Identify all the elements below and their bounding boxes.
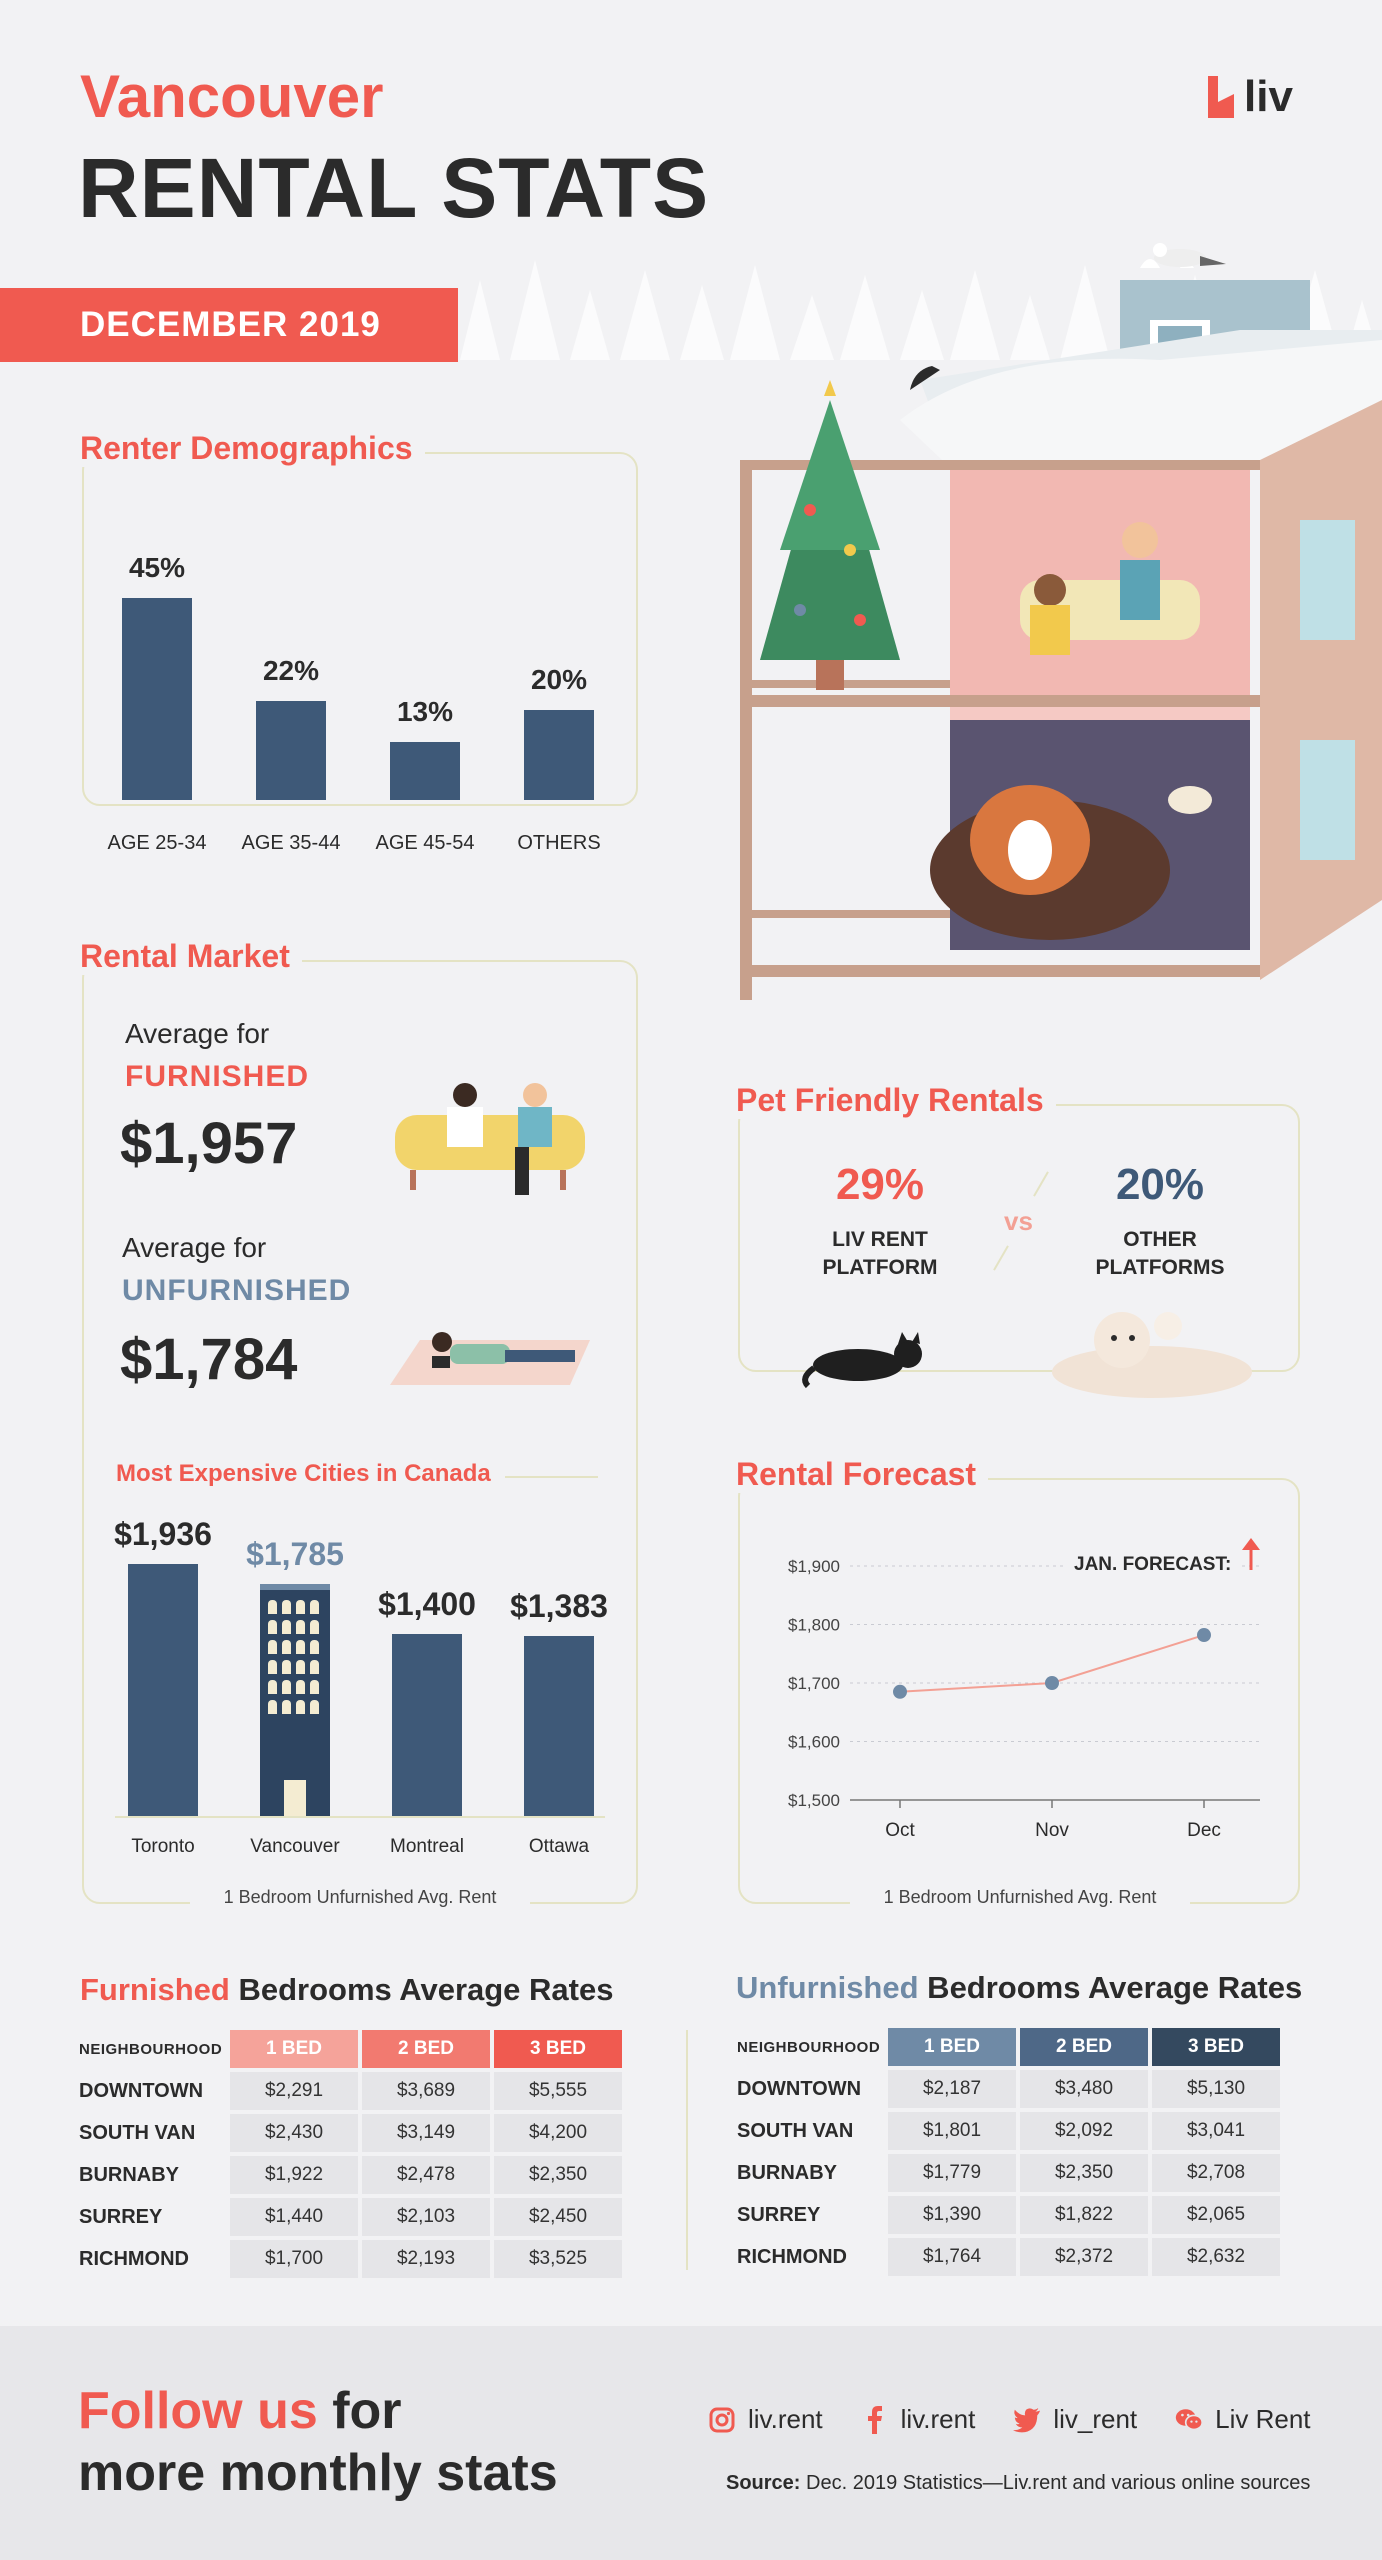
- rate-cell: $3,041: [1152, 2112, 1280, 2150]
- social-link-wechat[interactable]: [1175, 2404, 1310, 2435]
- arrow-up-icon: [1240, 1538, 1262, 1572]
- building-window: [268, 1640, 277, 1654]
- building-door: [284, 1780, 306, 1816]
- unfurnished-table-title-rest: Bedrooms Average Rates: [918, 1970, 1303, 2005]
- building-window: [296, 1700, 305, 1714]
- pets-title: Pet Friendly Rentals: [736, 1082, 1056, 1119]
- rate-cell: $4,200: [494, 2114, 622, 2152]
- rate-cell: $3,480: [1020, 2070, 1148, 2108]
- liv-logo-text: liv: [1244, 72, 1293, 121]
- social-link-label: Liv Rent: [1215, 2404, 1311, 2434]
- forecast-y-tick-label: $1,900: [788, 1557, 840, 1576]
- forecast-y-tick-label: $1,800: [788, 1615, 840, 1635]
- building-window: [296, 1640, 305, 1654]
- rate-cell: $1,390: [888, 2196, 1016, 2234]
- forecast-x-tick-label: Dec: [1187, 1820, 1221, 1841]
- date-banner: DECEMBER 2019: [0, 288, 458, 362]
- rate-cell: $2,350: [1020, 2154, 1148, 2192]
- facebook-icon: [861, 2406, 889, 2434]
- table-row: [78, 2156, 622, 2194]
- demographics-category-label: AGE 35-44: [241, 832, 341, 854]
- rate-cell: $2,708: [1152, 2154, 1280, 2192]
- neighbourhood-name: RICHMOND: [79, 2247, 189, 2270]
- black-cat-illustration: [798, 1330, 948, 1390]
- building-window: [282, 1700, 291, 1714]
- building-window: [282, 1620, 291, 1634]
- couple-on-sofa-illustration: [385, 1075, 595, 1205]
- building-window: [310, 1620, 319, 1634]
- social-link-facebook[interactable]: [861, 2404, 976, 2435]
- neighbourhood-name: SOUTH VAN: [79, 2121, 196, 2144]
- table-row: [78, 2114, 622, 2152]
- rate-cell: $2,092: [1020, 2112, 1148, 2150]
- building-window: [282, 1640, 291, 1654]
- building-window: [268, 1600, 277, 1614]
- furnished-table-title-accent: Furnished: [80, 1972, 230, 2007]
- social-link-label: liv.rent: [748, 2404, 823, 2434]
- building-window: [268, 1700, 277, 1714]
- rate-cell: $1,922: [230, 2156, 358, 2194]
- forecast-y-tick-label: $1,600: [788, 1732, 840, 1752]
- city-category-label: Vancouver: [250, 1836, 340, 1857]
- source-label: Source:: [726, 2472, 801, 2494]
- building-window: [282, 1660, 291, 1674]
- furnished-table-title: [80, 1972, 613, 2008]
- rate-cell: $5,555: [494, 2072, 622, 2110]
- forecast-y-tick-label: $1,700: [788, 1674, 840, 1693]
- social-link-label: liv_rent: [1053, 2404, 1138, 2434]
- source-line: [726, 2472, 1310, 2495]
- cities-baseline: [115, 1816, 605, 1818]
- neighbourhood-name: DOWNTOWN: [79, 2079, 204, 2102]
- neighbourhood-name: RICHMOND: [737, 2245, 847, 2268]
- city-bar-label: $1,936: [114, 1516, 212, 1553]
- unfurnished-table-title-accent: Unfurnished: [736, 1970, 919, 2005]
- building-window: [310, 1700, 319, 1714]
- bed-column-header: 3 BED: [1152, 2028, 1280, 2066]
- pets-right-value: 20%: [1115, 1160, 1205, 1209]
- table-row: [736, 2112, 1280, 2150]
- building-window: [268, 1680, 277, 1694]
- demographics-bar: [390, 742, 460, 801]
- forecast-y-tick-label: $1,500: [788, 1791, 840, 1810]
- neighbourhood-name: SURREY: [737, 2203, 821, 2226]
- rate-cell: $1,801: [888, 2112, 1016, 2150]
- demographics-bar: [122, 598, 192, 801]
- forecast-chart: [760, 1530, 1280, 1850]
- rate-cell: $2,430: [230, 2114, 358, 2152]
- building-window: [310, 1660, 319, 1674]
- wechat-icon: [1175, 2406, 1203, 2434]
- liv-logo[interactable]: [1208, 72, 1293, 122]
- page-title: RENTAL STATS: [78, 141, 710, 235]
- pets-vs: vs: [1004, 1206, 1033, 1236]
- source-text: Dec. 2019 Statistics—Liv.rent and various online sources: [800, 2472, 1311, 2494]
- rate-cell: $2,065: [1152, 2196, 1280, 2234]
- furnished-table-title-rest: Bedrooms Average Rates: [229, 1972, 614, 2007]
- table-row: [736, 2070, 1280, 2108]
- cities-title: Most Expensive Cities in Canada: [116, 1460, 505, 1488]
- city-category-label: Ottawa: [528, 1836, 590, 1857]
- forecast-x-tick-label: Oct: [885, 1820, 915, 1841]
- building-windows: [268, 1600, 319, 1714]
- forecast-point: [893, 1685, 907, 1699]
- table-row: [736, 2238, 1280, 2276]
- forecast-x-tick-label: Nov: [1035, 1820, 1069, 1841]
- pets-left-label-2: PLATFORM: [822, 1256, 938, 1279]
- instagram-icon: [708, 2406, 736, 2434]
- follow-rest: for: [317, 2382, 402, 2440]
- table-row: [78, 2240, 622, 2278]
- white-dogs-illustration: [1052, 1304, 1262, 1404]
- demographics-bar-label: 45%: [128, 551, 186, 583]
- rate-cell: $2,372: [1020, 2238, 1148, 2276]
- building-window: [310, 1600, 319, 1614]
- demographics-category-label: AGE 45-54: [375, 832, 475, 854]
- rate-cell: $5,130: [1152, 2070, 1280, 2108]
- social-link-twitter[interactable]: [1013, 2404, 1137, 2435]
- table-row: [736, 2196, 1280, 2234]
- forecast-note: 1 Bedroom Unfurnished Avg. Rent: [850, 1887, 1190, 1908]
- social-links: [708, 2404, 1311, 2435]
- pets-left-label-1: LIV RENT: [832, 1228, 928, 1251]
- demographics-bar-label: 13%: [396, 695, 454, 727]
- bed-column-header: 2 BED: [362, 2030, 490, 2068]
- unfurnished-price: $1,784: [120, 1327, 298, 1392]
- city-bar: [128, 1564, 198, 1816]
- demographics-chart: [82, 480, 634, 860]
- city-bar-label: $1,785: [246, 1535, 344, 1572]
- unfurnished-table-title: [736, 1970, 1302, 2006]
- building-window: [296, 1620, 305, 1634]
- furnished-label: Average for: [125, 1018, 270, 1049]
- rate-cell: $2,350: [494, 2156, 622, 2194]
- title-city: Vancouver: [80, 63, 384, 130]
- building-window: [296, 1680, 305, 1694]
- rate-cell: $2,450: [494, 2198, 622, 2236]
- rate-cell: $1,764: [888, 2238, 1016, 2276]
- demographics-title: Renter Demographics: [80, 430, 425, 467]
- city-category-label: Toronto: [131, 1836, 195, 1857]
- city-bar-label: $1,400: [378, 1586, 476, 1622]
- neighbourhood-name: DOWNTOWN: [737, 2077, 862, 2100]
- table-header-row: [78, 2030, 622, 2068]
- city-category-label: Montreal: [390, 1836, 464, 1857]
- cities-chart: [100, 1510, 620, 1880]
- cities-note: 1 Bedroom Unfurnished Avg. Rent: [190, 1887, 530, 1908]
- rate-cell: $3,689: [362, 2072, 490, 2110]
- follow-us-text: [78, 2380, 558, 2504]
- rental-market-title: Rental Market: [80, 938, 302, 975]
- tables-divider: [686, 2030, 688, 2270]
- building-window: [296, 1660, 305, 1674]
- building-window: [282, 1600, 291, 1614]
- demographics-bar-label: 22%: [262, 655, 320, 686]
- neighbourhood-header: NEIGHBOURHOOD: [737, 2038, 881, 2056]
- bed-column-header: 1 BED: [888, 2028, 1016, 2066]
- rate-cell: $3,525: [494, 2240, 622, 2278]
- pets-right-label-2: PLATFORMS: [1095, 1256, 1225, 1279]
- rate-cell: $1,700: [230, 2240, 358, 2278]
- building-window: [282, 1680, 291, 1694]
- building-window: [310, 1680, 319, 1694]
- demographics-bar: [524, 710, 594, 800]
- liv-logo-icon: [1208, 76, 1238, 118]
- bed-column-header: 1 BED: [230, 2030, 358, 2068]
- table-row: [736, 2154, 1280, 2192]
- pets-left-value: 29%: [835, 1160, 925, 1209]
- forecast-point: [1045, 1676, 1059, 1690]
- social-link-label: liv.rent: [900, 2404, 976, 2434]
- demographics-bar-label: 20%: [530, 664, 588, 695]
- house-illustration: [720, 220, 1382, 1000]
- follow-line-2: more monthly stats: [78, 2444, 558, 2502]
- rate-cell: $1,779: [888, 2154, 1016, 2192]
- furnished-rates-table: [74, 2026, 626, 2282]
- building-window: [268, 1620, 277, 1634]
- social-link-instagram[interactable]: [708, 2404, 823, 2435]
- demographics-category-label: OTHERS: [517, 832, 601, 854]
- building-window: [268, 1660, 277, 1674]
- follow-accent: Follow us: [78, 2382, 318, 2440]
- city-bar: [392, 1634, 462, 1816]
- table-row: [78, 2072, 622, 2110]
- neighbourhood-name: SOUTH VAN: [737, 2119, 854, 2142]
- demographics-bar: [256, 701, 326, 800]
- rate-cell: $2,291: [230, 2072, 358, 2110]
- jan-forecast-label: JAN. FORECAST:: [1066, 1554, 1239, 1576]
- rate-cell: $2,187: [888, 2070, 1016, 2108]
- city-bar-label: $1,383: [510, 1588, 608, 1625]
- twitter-icon: [1013, 2406, 1041, 2434]
- forecast-title: Rental Forecast: [736, 1456, 988, 1493]
- demographics-category-label: AGE 25-34: [107, 832, 207, 854]
- rate-cell: $3,149: [362, 2114, 490, 2152]
- building-window: [296, 1600, 305, 1614]
- neighbourhood-name: BURNABY: [737, 2161, 837, 2184]
- bed-column-header: 2 BED: [1020, 2028, 1148, 2066]
- rate-cell: $1,822: [1020, 2196, 1148, 2234]
- pets-right-label-1: OTHER: [1123, 1228, 1197, 1251]
- rate-cell: $2,632: [1152, 2238, 1280, 2276]
- city-bar: [524, 1636, 594, 1816]
- rate-cell: $2,193: [362, 2240, 490, 2278]
- neighbourhood-name: BURNABY: [79, 2163, 179, 2186]
- unfurnished-kind: UNFURNISHED: [122, 1274, 352, 1307]
- rate-cell: $2,103: [362, 2198, 490, 2236]
- building-window: [310, 1640, 319, 1654]
- rate-cell: $1,440: [230, 2198, 358, 2236]
- neighbourhood-header: NEIGHBOURHOOD: [79, 2040, 223, 2058]
- unfurnished-rates-table: [732, 2024, 1284, 2280]
- forecast-point: [1197, 1628, 1211, 1642]
- table-row: [78, 2198, 622, 2236]
- vancouver-building-bar: [260, 1584, 330, 1816]
- furnished-kind: FURNISHED: [125, 1060, 310, 1093]
- furnished-price: $1,957: [120, 1111, 298, 1176]
- rate-cell: $2,478: [362, 2156, 490, 2194]
- neighbourhood-name: SURREY: [79, 2205, 163, 2228]
- table-header-row: [736, 2028, 1280, 2066]
- unfurnished-label: Average for: [122, 1232, 267, 1263]
- person-reading-illustration: [380, 1320, 600, 1390]
- bed-column-header: 3 BED: [494, 2030, 622, 2068]
